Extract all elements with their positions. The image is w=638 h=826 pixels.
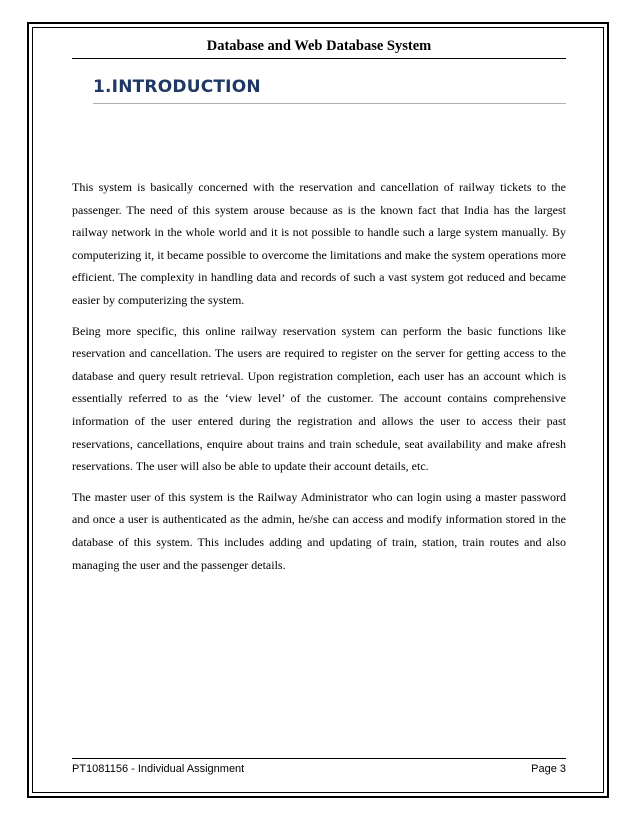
paragraph: Being more specific, this online railway reservation system can perform the basic functions like reservation and cancellation. The users are required to register on the server for getting access to the database and query result retrieval. Upon registration completion, each user has an account which is essentially referred to as the ‘view level’ of the customer. The account contains comprehensive information of the user entered during the registration and allows the user to access their past reservations, cancellations, enquire about trains and train schedule, seat availability and make afresh reservations. The user will also be able to update their account details, etc.: [72, 323, 566, 474]
footer-page-number: Page 3: [531, 763, 566, 775]
running-header-title: Database and Web Database System: [206, 38, 432, 54]
footer-assignment-label: PT1081156 - Individual Assignment: [72, 763, 245, 775]
paragraph: This system is basically concerned with the reservation and cancellation of railway tickets to the passenger. The need of this system arouse because as is the known fact that India has the largest railway network in the whole world and it is not possible to handle such a large system manually. By computerizing it, it became possible to overcome the limitations and make the system operations more efficient. The complexity in handling data and records of such a vast system got reduced and became easier by computerizing the system.: [72, 180, 566, 307]
footer-rule: [72, 758, 566, 759]
header-rule: [72, 58, 566, 59]
paragraph: The master user of this system is the Railway Administrator who can login using a master password and once a user is authenticated as the admin, he/she can access and modify information stored in the database of this system. This includes adding and updating of train, station, train routes and also managing the user and the passenger details.: [72, 489, 566, 572]
body-text: [72, 176, 566, 584]
section-heading: 1.INTRODUCTION: [93, 77, 261, 97]
section-heading-rule: [93, 103, 566, 104]
